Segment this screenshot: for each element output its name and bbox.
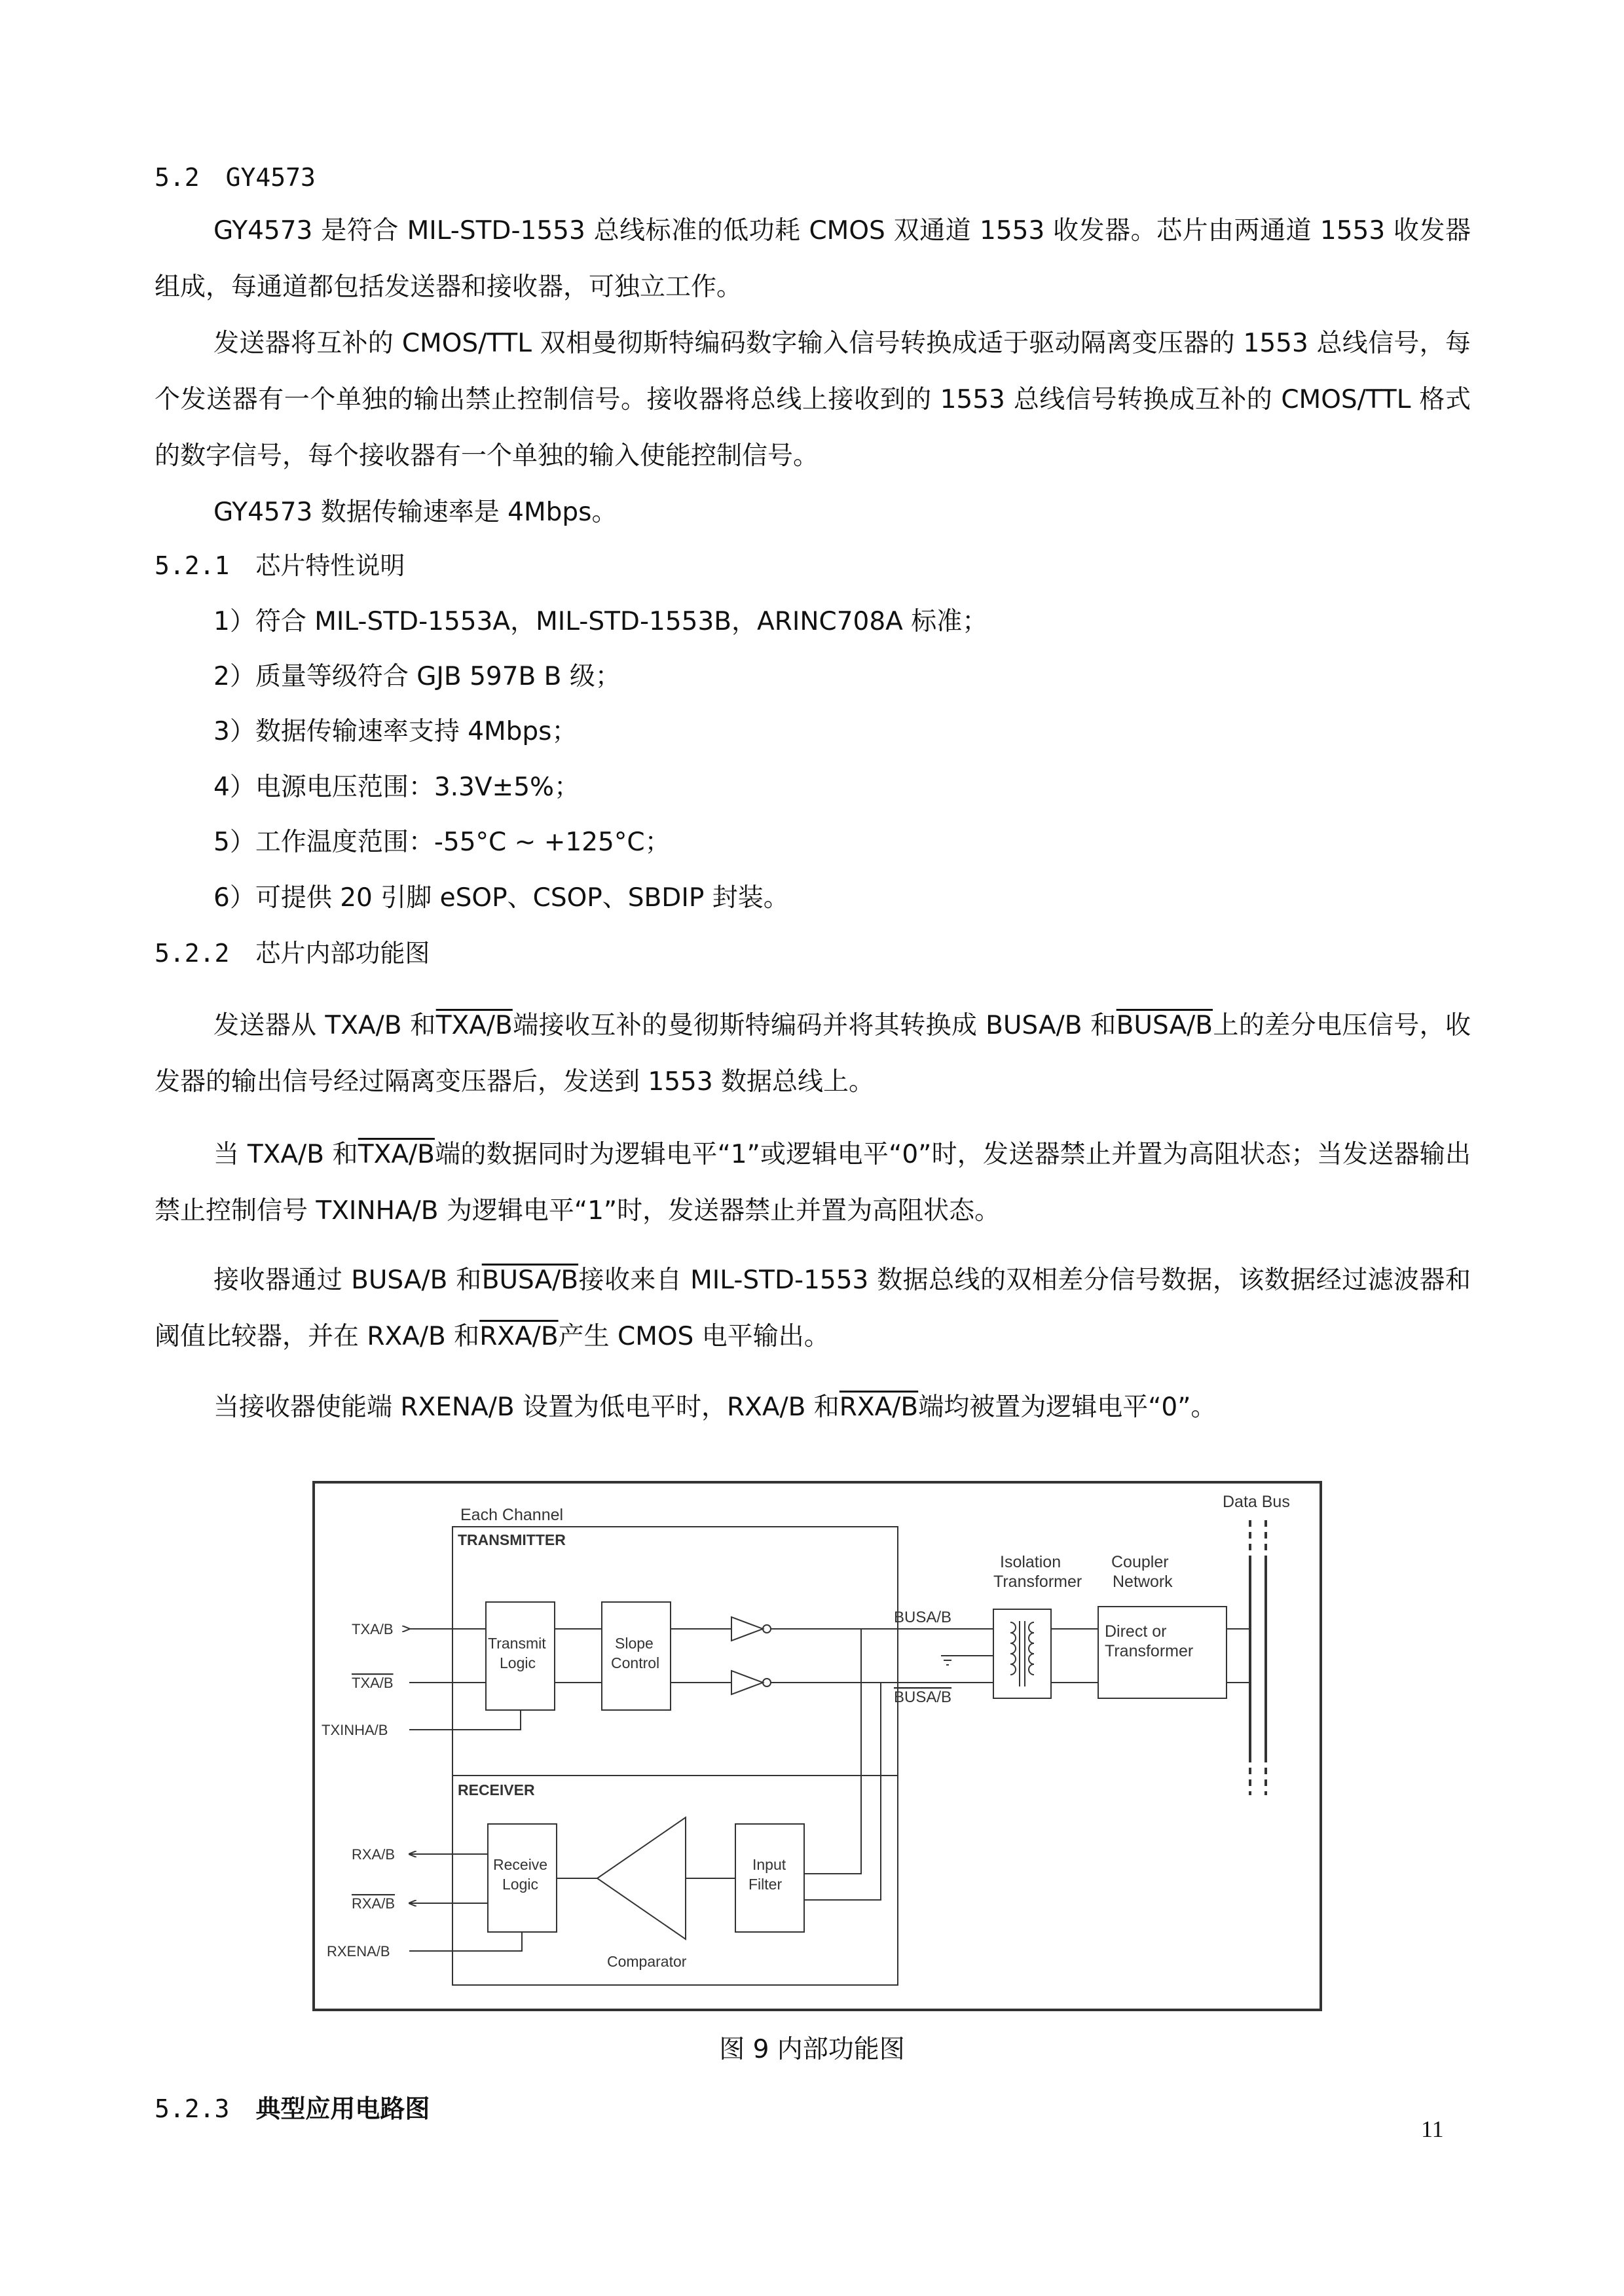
- rxa-inverted: RXA/B: [839, 1393, 919, 1422]
- section-title: 典型应用电路图: [255, 2094, 430, 2123]
- transmit-logic-label: Transmit: [488, 1635, 546, 1652]
- rxa-label: RXA/B: [352, 1846, 396, 1863]
- page-number: 11: [1421, 2116, 1444, 2142]
- data-rate-paragraph: GY4573 数据传输速率是 4Mbps。: [213, 498, 618, 527]
- transmitter-paragraph: 发送器从 TXA/B 和TXA/B端接收互补的曼彻斯特编码并将其转换成 BUSA/B 和BUSA/B上的差分电压信号，收发器的输出信号经过隔离变压器后，发送到 1553 数据总线上。: [155, 1011, 1471, 1097]
- transmitter-receiver-paragraph: 发送器将互补的 CMOS/TTL 双相曼彻斯特编码数字输入信号转换成适于驱动隔离变压器的 1553 总线信号，每个发送器有一个单独的输出禁止控制信号。接收器将总线上接收到的 1553 总线信号转换成互补的 CMOS/TTL 格式的数字信号，每个接收器有一个单独的输入使能控制信号。: [155, 329, 1471, 471]
- rx-tap-line: [804, 1683, 881, 1900]
- transformer-primary-coil: [1010, 1622, 1016, 1675]
- input-filter-label: Filter: [748, 1876, 783, 1893]
- driver-buffer-symbol: [731, 1617, 763, 1641]
- txa-inverted: TXA/B: [435, 1011, 513, 1040]
- coupler-network-label: Coupler: [1111, 1553, 1169, 1571]
- transmit-logic-label: Logic: [500, 1654, 536, 1671]
- intro-paragraph: GY4573 是符合 MIL-STD-1553 总线标准的低功耗 CMOS 双通道 1553 收发器。芯片由两通道 1553 收发器组成，每通道都包括发送器和接收器，可独立工作。: [155, 216, 1471, 302]
- rxena-label: RXENA/B: [327, 1943, 390, 1959]
- isolation-transformer-box: [993, 1609, 1051, 1698]
- direct-or-transformer-label: Transformer: [1105, 1642, 1194, 1660]
- feature-item: 4）电源电压范围：3.3V±5%；: [213, 773, 580, 802]
- comparator-label: Comparator: [607, 1953, 687, 1970]
- diagram-frame: [314, 1482, 1321, 2010]
- transmitter-inhibit-paragraph: 当 TXA/B 和TXA/B端的数据同时为逻辑电平“1”或逻辑电平“0”时，发送器禁止并置为高阻状态；当发送器输出禁止控制信号 TXINHA/B 为逻辑电平“1”时，发送器禁止并置为高阻状态。: [155, 1140, 1471, 1226]
- busa-inverted: BUSA/B: [1116, 1011, 1213, 1040]
- receive-logic-label: Receive: [493, 1856, 548, 1873]
- rxa-inverted: RXA/B: [479, 1322, 559, 1351]
- txinha-input-line: [409, 1710, 521, 1730]
- comparator-symbol: [597, 1817, 686, 1939]
- driver-buffer-symbol: [731, 1671, 763, 1694]
- receiver-paragraph: 接收器通过 BUSA/B 和BUSA/B接收来自 MIL-STD-1553 数据总线的双相差分信号数据，该数据经过滤波器和阈值比较器，并在 RXA/B 和RXA/B产生 CMOS 电平输出。: [155, 1266, 1471, 1351]
- receiver-label: RECEIVER: [458, 1781, 535, 1798]
- input-filter-label: Input: [752, 1856, 786, 1873]
- slope-control-label: Control: [611, 1654, 660, 1671]
- receive-logic-label: Logic: [502, 1876, 538, 1893]
- direct-or-transformer-label: Direct or: [1105, 1622, 1167, 1641]
- internal-functional-diagram: [312, 1481, 1322, 2011]
- isolation-transformer-label: Isolation: [1000, 1553, 1061, 1571]
- feature-item: 3）数据传输速率支持 4Mbps；: [213, 717, 578, 746]
- section-5-2-3-heading: [155, 2093, 1471, 2124]
- coupler-network-label: Network: [1113, 1573, 1173, 1591]
- section-number: 5.2: [155, 163, 200, 192]
- txa-inverted-label: TXA/B: [352, 1675, 394, 1691]
- busa-inverted-label: BUSA/B: [894, 1688, 952, 1706]
- feature-item: 5）工作温度范围：-55°C ~ +125°C；: [213, 828, 671, 857]
- rxena-input-line: [409, 1932, 522, 1951]
- txa-inverted: TXA/B: [358, 1140, 435, 1169]
- each-channel-label: Each Channel: [460, 1506, 564, 1524]
- section-title: GY4573: [225, 163, 316, 192]
- rxa-inverted-label: RXA/B: [352, 1895, 396, 1912]
- feature-item: 1）符合 MIL-STD-1553A，MIL-STD-1553B，ARINC708A 标准；: [213, 607, 988, 636]
- transmitter-label: TRANSMITTER: [458, 1531, 566, 1548]
- transformer-secondary-coil: [1029, 1622, 1034, 1675]
- data-bus-label: Data Bus: [1223, 1493, 1290, 1511]
- feature-item: 6）可提供 20 引脚 eSOP、CSOP、SBDIP 封装。: [213, 883, 789, 913]
- section-5-2-2-heading: [155, 938, 1471, 969]
- receiver-enable-paragraph: 当接收器使能端 RXENA/B 设置为低电平时，RXA/B 和RXA/B端均被置为逻辑电平“0”。: [213, 1393, 1217, 1422]
- figure-caption: 图 9 内部功能图: [719, 2035, 905, 2064]
- busa-inverted: BUSA/B: [481, 1266, 579, 1295]
- isolation-transformer-label: Transformer: [993, 1573, 1082, 1591]
- feature-item: 2）质量等级符合 GJB 597B B 级；: [213, 662, 621, 691]
- section-number: 5.2.1: [155, 551, 230, 580]
- section-title: 芯片特性说明: [255, 551, 405, 580]
- txinha-label: TXINHA/B: [322, 1722, 388, 1738]
- busa-label: BUSA/B: [894, 1609, 952, 1626]
- txa-label: TXA/B: [352, 1621, 394, 1637]
- rx-tap-line: [804, 1629, 861, 1874]
- section-5-2-heading: [155, 162, 1471, 193]
- section-number: 5.2.3: [155, 2094, 230, 2123]
- section-title: 芯片内部功能图: [255, 939, 430, 968]
- section-5-2-1-heading: [155, 550, 1471, 581]
- slope-control-label: Slope: [615, 1635, 654, 1652]
- section-number: 5.2.2: [155, 939, 230, 968]
